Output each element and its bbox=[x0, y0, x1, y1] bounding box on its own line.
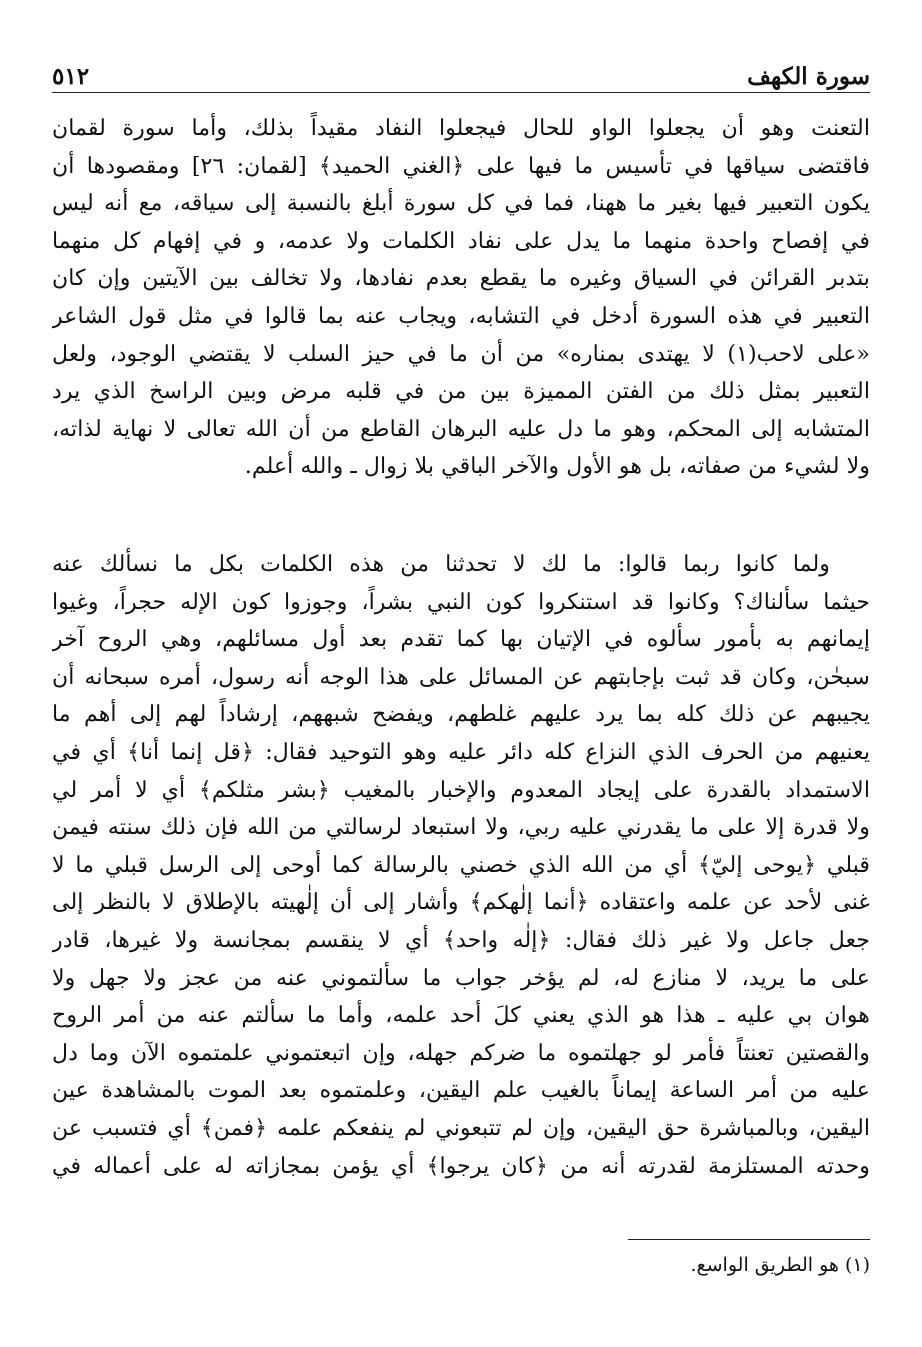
page-number: ٥١٢ bbox=[52, 62, 90, 90]
running-header bbox=[52, 56, 870, 96]
text-line: هوان بي عليه ـ هذا هو الذي يعني كلَ أحد علمه، وأما ما سألتم عنه من أمر الروح bbox=[52, 1002, 870, 1029]
body-paragraph-2 bbox=[52, 546, 870, 1185]
text-line: على ما يريد، لا منازع له، لم يؤخر جواب ما سألتموني عنه من عجز ولا جهل ولا bbox=[52, 964, 870, 991]
footnote: (١) هو الطريق الواسع. bbox=[690, 1254, 870, 1276]
text-line: المتشابه إلى المحكم، وهو ما دل عليه البرهان القاطع من أن الله تعالى لا نهاية لذاته، bbox=[52, 415, 870, 442]
text-line: يعنيهم من الحرف الذي النزاع كله دائر عليه وهو التوحيد فقال: ﴿قل إنما أنا﴾ أي في bbox=[52, 738, 870, 765]
header-rule bbox=[52, 92, 870, 93]
text-line: التعنت وهو أن يجعلوا الواو للحال فيجعلوا النفاد مقيداً بذلك، وأما سورة لقمان bbox=[52, 115, 870, 141]
surah-title: سورة الكهف bbox=[747, 62, 870, 90]
text-line: بتدبر القرائن في السياق وغيره ما يقطع بعدم نفادها، ولا تخالف بين الآيتين وإن كان bbox=[52, 265, 870, 292]
text-line: يجيبهم عن ذلك كله بما يرد عليهم غلطهم، ويفضح شبههم، إرشاداً لهم إلى أهم ما bbox=[52, 701, 870, 728]
text-line: جعل جاعل ولا غير ذلك فقال: ﴿إلٰه واحد﴾ أي لا ينقسم بمجانسة ولا غيرها، قادر bbox=[52, 926, 870, 953]
text-line: وحدته المستلزمة لقدرته أنه من ﴿كان يرجوا﴾ أي يؤمن بمجازاته له على أعماله في bbox=[52, 1152, 870, 1179]
text-line: ولا لشيء من صفاته، بل هو الأول والآخر الباقي بلا زوال ـ والله أعلم. bbox=[244, 453, 870, 480]
text-line: التعبير بمثل ذلك من الفتن المميزة بين من في قلبه مرض وبين الراسخ الذي يرد bbox=[52, 378, 870, 405]
text-line: إيمانهم به بأمور سألوه في الإتيان بها كما تقدم بعد أول مسائلهم، وهي الروح آخر bbox=[52, 626, 870, 653]
text-line: اليقين، وبالمباشرة حق اليقين، وإن لم تتبعوني لم ينفعكم علمه ﴿فمن﴾ أي فتسبب عن bbox=[52, 1114, 870, 1141]
text-line: والقصتين تعنتاً فأمر لو جهلتموه ما ضركم جهله، وإن اتبعتموني علمتموه الآن وما دل bbox=[52, 1039, 870, 1066]
text-line: حيثما سألناك؟ وكانوا قد استنكروا كون النبي بشراً، وجوزوا كون الإله حجراً، وغيوا bbox=[52, 588, 870, 615]
text-line: ولا قدرة إلا على ما يقدرني عليه ربي، ولا استبعاد لرسالتي من الله فإن ذلك سنته فيمن bbox=[52, 814, 870, 841]
text-line: التعبير في هذه السورة أدخل في التشابه، ويجاب عنه بما قالوا في مثل قول الشاعر bbox=[52, 302, 870, 329]
text-line: يكون التعبير فيها بغير ما ههنا، فما في كل سورة أبلغ بالنسبة إلى سياقه، مع أنه ليس bbox=[52, 190, 870, 217]
text-line: الاستمداد بالقدرة على إيجاد المعدوم والإخبار بالمغيب ﴿بشر مثلكم﴾ أي لا أمر لي bbox=[52, 776, 870, 803]
text-line: فاقتضى سياقها في تأسيس ما فيها على ﴿الغني الحميد﴾ [لقمان: ٢٦] ومقصودها أن bbox=[52, 152, 870, 179]
document-page bbox=[52, 42, 870, 1312]
text-line: «على لاحب(١) لا يهتدى بمناره» من أن ما في حيز السلب لا يقتضي الوجود، ولعل bbox=[52, 340, 870, 367]
text-line: ولما كانوا ربما قالوا: ما لك لا تحدثنا من هذه الكلمات بكل ما نسألك عنه bbox=[52, 551, 830, 577]
text-line: غنى لأحد عن علمه واعتقاده ﴿أنما إلٰهكم﴾ وأشار إلى أن إلٰهيته بالإطلاق لا بالنظر إلى bbox=[52, 889, 870, 916]
body-paragraph-1 bbox=[52, 110, 870, 486]
footnote-rule bbox=[628, 1239, 870, 1240]
text-line: عليه من أمر الساعة إيماناً بالغيب علم اليقين، وعلمتموه بعد الموت بالمشاهدة عين bbox=[52, 1077, 870, 1104]
text-line: في إفصاح واحدة منهما ما يدل على نفاد الكلمات ولا عدمه، و في إفهام كل منهما bbox=[52, 227, 870, 254]
text-line: قبلي ﴿يوحى إليّ﴾ أي من الله الذي خصني بالرسالة كما أوحى إلى الرسل قبلي ما لا bbox=[52, 851, 870, 878]
text-line: سبحٰن، وكان قد ثبت بإجابتهم عن المسائل على هذا الوجه أنه رسول، أمره سبحانه أن bbox=[52, 663, 870, 690]
